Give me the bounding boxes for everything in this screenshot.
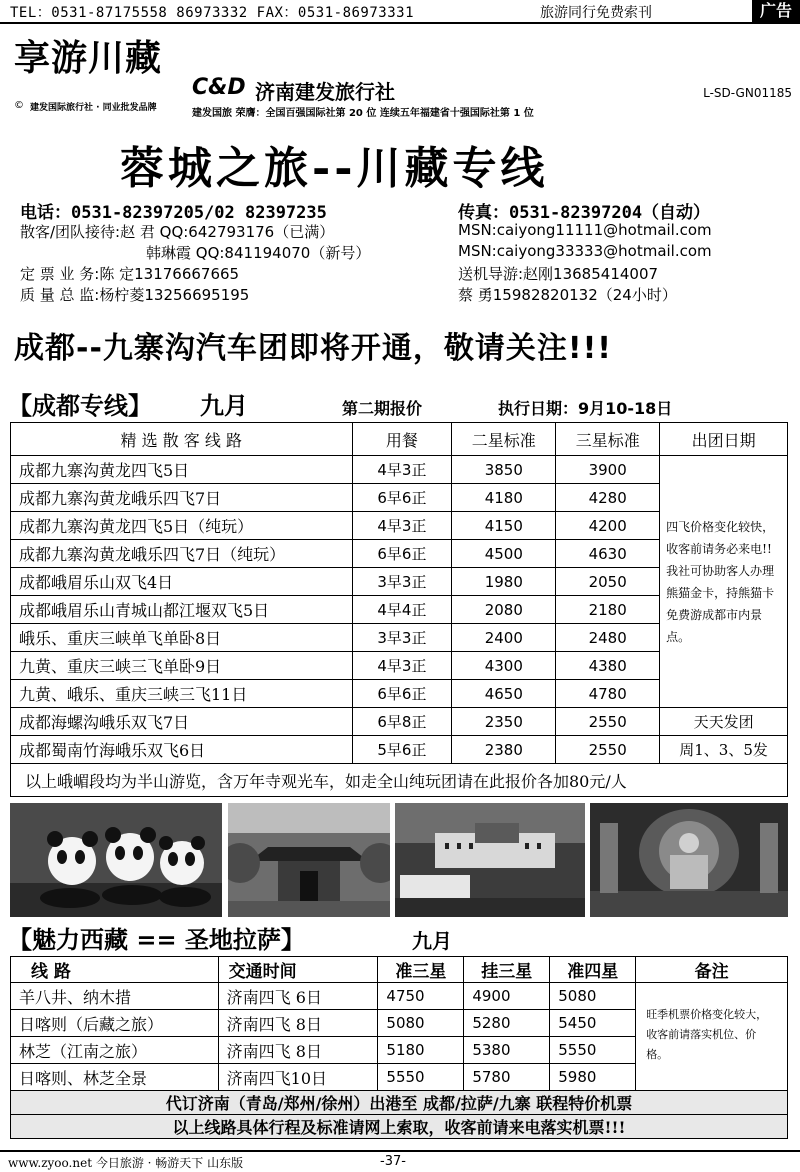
route-name: 成都海螺沟峨乐双飞7日 <box>11 708 353 736</box>
price-3star: 4200 <box>556 512 660 540</box>
table-row <box>11 456 788 484</box>
section1-month: 九月 <box>200 392 248 420</box>
msn-2: MSN:caiyong33333@hotmail.com <box>458 242 712 260</box>
price-listed-3star: 5780 <box>464 1064 550 1091</box>
departure-note: 四飞价格变化较快，收客前请务必来电!!我社可协助客人办理熊猫金卡，持熊猫卡免费游成都市内景点。 <box>660 456 788 708</box>
table-row <box>11 708 788 736</box>
route-name: 峨乐、重庆三峡单飞单卧8日 <box>11 624 353 652</box>
price-2star: 2380 <box>452 736 556 764</box>
table-header-row <box>11 423 788 456</box>
header-3star: 三星标准 <box>556 423 660 456</box>
announcement: 成都--九寨沟汽车团即将开通，敬请关注!!! <box>14 331 612 366</box>
price-2star: 4150 <box>452 512 556 540</box>
meals: 6早6正 <box>352 680 452 708</box>
price-2star: 1980 <box>452 568 556 596</box>
price-quasi-3star: 4750 <box>378 983 464 1010</box>
itinerary-note: 以上线路具体行程及标准请网上索取，收客前请来电落实机票!!! <box>11 1115 788 1139</box>
emei-note: 以上峨嵋段均为半山游览，含万年寺观光车，如走全山纯玩团请在此报价各加80元/人 <box>11 764 788 797</box>
chengdu-price-table <box>10 422 788 797</box>
section2-title: 【魅力西藏 == 圣地拉萨】 <box>8 926 305 954</box>
price-quasi-3star: 5550 <box>378 1064 464 1091</box>
section1-title: 【成都专线】 <box>8 392 152 420</box>
price-listed-3star: 5280 <box>464 1010 550 1037</box>
price-quasi-4star: 5550 <box>550 1037 636 1064</box>
header-listed-3star: 挂三星 <box>464 957 550 983</box>
flight-booking-note: 代订济南（青岛/郑州/徐州）出港至 成都/拉萨/九寨 联程特价机票 <box>11 1091 788 1115</box>
header-quasi-3star: 准三星 <box>378 957 464 983</box>
transport: 济南四飞 6日 <box>218 983 378 1010</box>
section2-month: 九月 <box>412 929 452 953</box>
route-name: 成都峨眉乐山双飞4日 <box>11 568 353 596</box>
route-name: 日喀则（后藏之旅） <box>11 1010 219 1037</box>
ticket-contact: 定 票 业 务:陈 定13176667665 <box>20 265 240 283</box>
transport: 济南四飞10日 <box>218 1064 378 1091</box>
route-name: 日喀则、林芝全景 <box>11 1064 219 1091</box>
price-3star: 3900 <box>556 456 660 484</box>
table-row <box>11 736 788 764</box>
route-name: 羊八井、纳木措 <box>11 983 219 1010</box>
price-2star: 2080 <box>452 596 556 624</box>
route-name: 九黄、峨乐、重庆三峡三飞11日 <box>11 680 353 708</box>
route-name: 成都九寨沟黄龙峨乐四飞7日（纯玩） <box>11 540 353 568</box>
departure-daily: 天天发团 <box>660 708 788 736</box>
meals: 4早3正 <box>352 652 452 680</box>
brand-logo: 享游川藏 <box>14 37 163 79</box>
meals: 3早3正 <box>352 568 452 596</box>
price-quasi-4star: 5080 <box>550 983 636 1010</box>
header-departure: 出团日期 <box>660 423 788 456</box>
temple-photo <box>228 803 390 917</box>
buddha-photo <box>590 803 788 917</box>
top-bar <box>0 0 800 24</box>
panda-photo <box>10 803 222 917</box>
top-slogan: 旅游同行免费索刊 <box>540 5 652 21</box>
route-name: 成都九寨沟黄龙四飞5日（纯玩） <box>11 512 353 540</box>
header-meals: 用餐 <box>352 423 452 456</box>
route-name: 成都峨眉乐山青城山都江堰双飞5日 <box>11 596 353 624</box>
route-name: 林芝（江南之旅） <box>11 1037 219 1064</box>
quality-contact: 质 量 总 监:杨柠菱13256695195 <box>20 286 250 304</box>
price-3star: 2480 <box>556 624 660 652</box>
meals: 4早3正 <box>352 512 452 540</box>
price-3star: 2550 <box>556 708 660 736</box>
price-2star: 3850 <box>452 456 556 484</box>
brand-subtitle: 建发国际旅行社 · 同业批发品牌 <box>30 103 157 113</box>
potala-photo <box>395 803 585 917</box>
header-quasi-4star: 准四星 <box>550 957 636 983</box>
meals: 6早8正 <box>352 708 452 736</box>
price-2star: 4500 <box>452 540 556 568</box>
table-row <box>11 983 788 1010</box>
copyright-icon: © <box>14 100 24 111</box>
header-route: 精 选 散 客 线 路 <box>11 423 353 456</box>
price-quasi-3star: 5180 <box>378 1037 464 1064</box>
page-number: -37- <box>380 1154 406 1169</box>
price-listed-3star: 5380 <box>464 1037 550 1064</box>
phone: 电话：0531-82397205/02 82397235 <box>20 203 327 223</box>
transport: 济南四飞 8日 <box>218 1037 378 1064</box>
departure-weekly: 周1、3、5发 <box>660 736 788 764</box>
meals: 4早3正 <box>352 456 452 484</box>
price-3star: 2050 <box>556 568 660 596</box>
top-tel: TEL：0531-87175558 86973332 FAX：0531-86973331 <box>10 5 415 21</box>
price-quasi-4star: 5980 <box>550 1064 636 1091</box>
price-3star: 4280 <box>556 484 660 512</box>
section1-exec-date: 执行日期：9月10-18日 <box>498 399 673 418</box>
route-name: 九黄、重庆三峡三飞单卧9日 <box>11 652 353 680</box>
cd-logo: C&D <box>192 75 246 100</box>
msn-1: MSN:caiyong11111@hotmail.com <box>458 221 712 239</box>
price-2star: 4300 <box>452 652 556 680</box>
footer-site[interactable]: www.zyoo.net 今日旅游 · 畅游天下 山东版 <box>8 1156 244 1170</box>
company-name: 济南建发旅行社 <box>255 80 395 104</box>
price-listed-3star: 4900 <box>464 983 550 1010</box>
price-3star: 4380 <box>556 652 660 680</box>
price-quasi-3star: 5080 <box>378 1010 464 1037</box>
price-3star: 4630 <box>556 540 660 568</box>
price-2star: 4650 <box>452 680 556 708</box>
license-code: L-SD-GN01185 <box>703 86 792 100</box>
meals: 5早6正 <box>352 736 452 764</box>
company-honor: 建发国旅 荣膺：全国百强国际社第 20 位 连续五年福建省十强国际社第 1 位 <box>192 108 534 119</box>
price-3star: 2180 <box>556 596 660 624</box>
header-transport: 交通时间 <box>218 957 378 983</box>
header-remarks: 备注 <box>636 957 788 983</box>
meals: 4早4正 <box>352 596 452 624</box>
table-footer-row <box>11 1115 788 1139</box>
price-2star: 2350 <box>452 708 556 736</box>
footer-divider <box>0 1150 800 1152</box>
header-route: 线 路 <box>11 957 219 983</box>
table-footer-row <box>11 764 788 797</box>
cai-contact: 蔡 勇15982820132（24小时） <box>458 286 677 304</box>
tibet-price-table <box>10 956 788 1139</box>
ad-tag: 广告 <box>752 0 800 22</box>
meals: 6早6正 <box>352 484 452 512</box>
table-header-row <box>11 957 788 983</box>
page-title: 蓉城之旅--川藏专线 <box>120 143 549 194</box>
price-3star: 2550 <box>556 736 660 764</box>
section1-period: 第二期报价 <box>342 399 423 418</box>
transport: 济南四飞 8日 <box>218 1010 378 1037</box>
price-quasi-4star: 5450 <box>550 1010 636 1037</box>
price-3star: 4780 <box>556 680 660 708</box>
fax: 传真：0531-82397204（自动） <box>458 203 711 223</box>
meals: 6早6正 <box>352 540 452 568</box>
price-2star: 2400 <box>452 624 556 652</box>
header-2star: 二星标准 <box>452 423 556 456</box>
pickup-contact: 送机导游:赵刚13685414007 <box>458 265 659 283</box>
reception-1: 散客/团队接待:赵 君 QQ:642793176（已满） <box>20 223 335 241</box>
route-name: 成都九寨沟黄龙峨乐四飞7日 <box>11 484 353 512</box>
price-2star: 4180 <box>452 484 556 512</box>
route-name: 成都九寨沟黄龙四飞5日 <box>11 456 353 484</box>
meals: 3早3正 <box>352 624 452 652</box>
remarks-note: 旺季机票价格变化较大，收客前请落实机位、价格。 <box>636 983 788 1091</box>
table-footer-row <box>11 1091 788 1115</box>
reception-2: 韩琳霞 QQ:841194070（新号） <box>146 244 371 262</box>
route-name: 成都蜀南竹海峨乐双飞6日 <box>11 736 353 764</box>
